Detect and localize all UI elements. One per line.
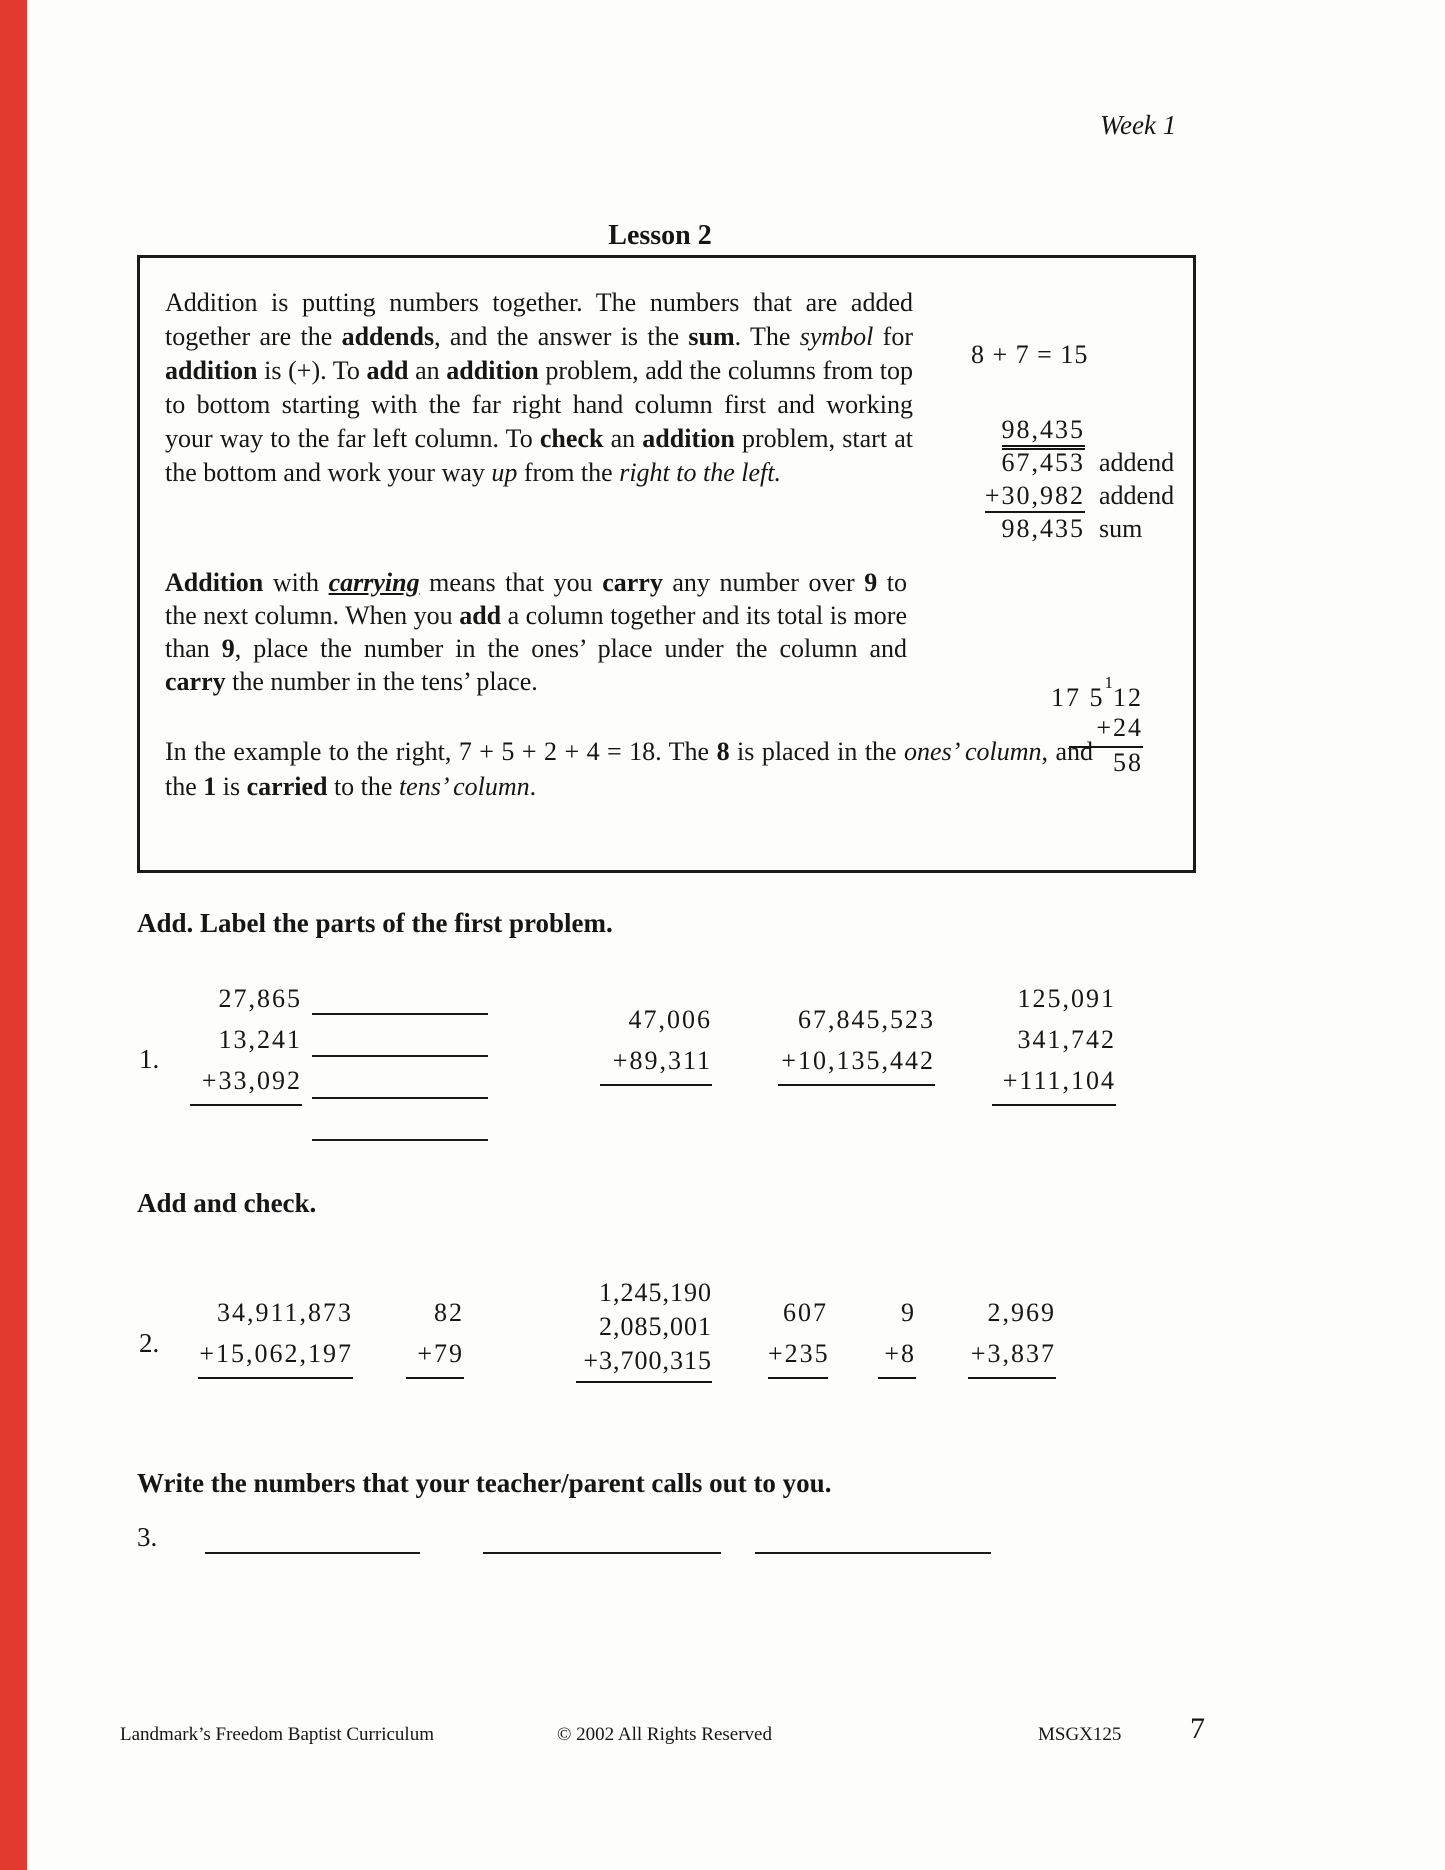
carried-digit: 1 [1104,673,1113,692]
addend: 9 [901,1298,916,1327]
addend: +3,837 [970,1339,1056,1368]
addend-number: +30,982 [985,481,1085,513]
sum-line [968,1377,1056,1379]
addend: 27,865 [218,984,302,1013]
problem-number-3: 3. [137,1522,158,1552]
paragraph-carrying: Addition with carrying means that you carry any number over 9 to the next column. When you add a column together and its total is more than 9, place the number in the ones’ place under the column and carry the number in the tens’ place. [165,568,907,696]
addend: +89,311 [612,1046,712,1075]
sum-line [768,1377,828,1379]
carry-addend: 17 [1051,683,1081,712]
addend: +3,700,315 [583,1346,712,1375]
sum-value: 98,435 [1001,514,1085,543]
addend: 341,742 [1017,1025,1116,1054]
paragraph-addition-intro: Addition is putting numbers together. The numbers that are added together are the addends, and the answer is the sum. The symbol for addition is (+). To add an addition problem, add the columns from top to bottom starting with the far right hand column first and working your way to the far left column. To check an addition problem, start at the bottom and work your way up from the right to the left. [165,288,913,487]
check-total-number: 98,435 [1002,415,1086,450]
addition-problem-2d [768,1292,828,1379]
addend: 2,969 [987,1298,1056,1327]
addend: 67,845,523 [798,1005,935,1034]
dictation-answer-line[interactable] [205,1552,420,1554]
sum-line [198,1377,353,1379]
problem-number-1: 1. [139,1044,160,1074]
dictation-answer-line[interactable] [755,1552,991,1554]
addend-value [935,479,1085,512]
addition-problem-2b [406,1292,464,1379]
dictation-answer-line[interactable] [483,1552,721,1554]
addend-value: 67,453 [1001,448,1085,477]
example-carrying [1043,673,1143,778]
addend: +79 [417,1339,464,1368]
addend: 13,241 [218,1025,302,1054]
addition-problem-1a [190,978,302,1106]
addend: +111,104 [1002,1066,1116,1095]
carry-addend: +24 [1096,713,1143,742]
sum-line [778,1084,935,1086]
addend: +10,135,442 [781,1046,935,1075]
addend: +15,062,197 [199,1339,353,1368]
addition-problem-1d [992,978,1116,1106]
addition-problem-2a [198,1292,353,1379]
check-total-value [935,413,1085,446]
addend-row [935,446,1174,479]
page-edge-strip [0,0,27,1870]
paragraph-carry-example: In the example to the right, 7 + 5 + 2 + 4 = 18. The 8 is placed in the ones’ column, and the 1 is carried to the tens’ column. [165,737,1093,801]
example-simple-sum: 8 + 7 = 15 [971,340,1089,369]
section-heading-dictation: Write the numbers that your teacher/parent calls out to you. [137,1468,832,1498]
problem-number-2: 2. [139,1328,160,1358]
sum-line [576,1381,712,1383]
sum-label: sum [1099,514,1143,543]
label-answer-line[interactable] [312,1139,488,1141]
addend: +33,092 [201,1066,302,1095]
lesson-info-box [137,255,1196,873]
week-label: Week 1 [1100,110,1177,140]
sum-line [600,1084,712,1086]
addition-problem-1b [600,999,712,1086]
section-heading-add-label: Add. Label the parts of the first problem. [137,908,613,938]
addend: +8 [884,1339,916,1368]
addend: 82 [434,1298,464,1327]
addition-problem-2f [968,1292,1056,1379]
footer-copyright: © 2002 All Rights Reserved [557,1724,772,1745]
footer-publisher: Landmark’s Freedom Baptist Curriculum [120,1724,434,1745]
label-answer-line[interactable] [312,1013,488,1015]
addend: 607 [783,1298,828,1327]
sum-row [935,512,1174,545]
section-heading-add-check: Add and check. [137,1188,317,1218]
sum-line [190,1104,302,1106]
footer-code: MSGX125 [1038,1724,1122,1745]
addition-problem-2e [878,1292,916,1379]
sum-line [406,1377,464,1379]
addend: 47,006 [628,1005,712,1034]
label-answer-line[interactable] [312,1097,488,1099]
sum-line [878,1377,916,1379]
sum-line [992,1104,1116,1106]
label-answer-line[interactable] [312,1055,488,1057]
example-check-addition [935,413,1174,545]
carry-addend: 5 [1089,683,1105,712]
addend-label: addend [1099,448,1175,477]
addend-label: addend [1099,481,1175,510]
addend: +235 [768,1339,830,1368]
page-number: 7 [1190,1712,1205,1745]
addend: 125,091 [1017,984,1116,1013]
addition-problem-1c [778,999,935,1086]
lesson-title: Lesson 2 [608,220,712,251]
addend: 1,245,190 [599,1278,712,1307]
addend: 34,911,873 [216,1298,353,1327]
addend: 2,085,001 [599,1312,712,1341]
carry-sum: 58 [1113,748,1143,777]
addend-row [935,479,1174,512]
addition-problem-2c [576,1276,712,1383]
check-total-row [935,413,1174,446]
carry-addend: 12 [1113,683,1143,712]
